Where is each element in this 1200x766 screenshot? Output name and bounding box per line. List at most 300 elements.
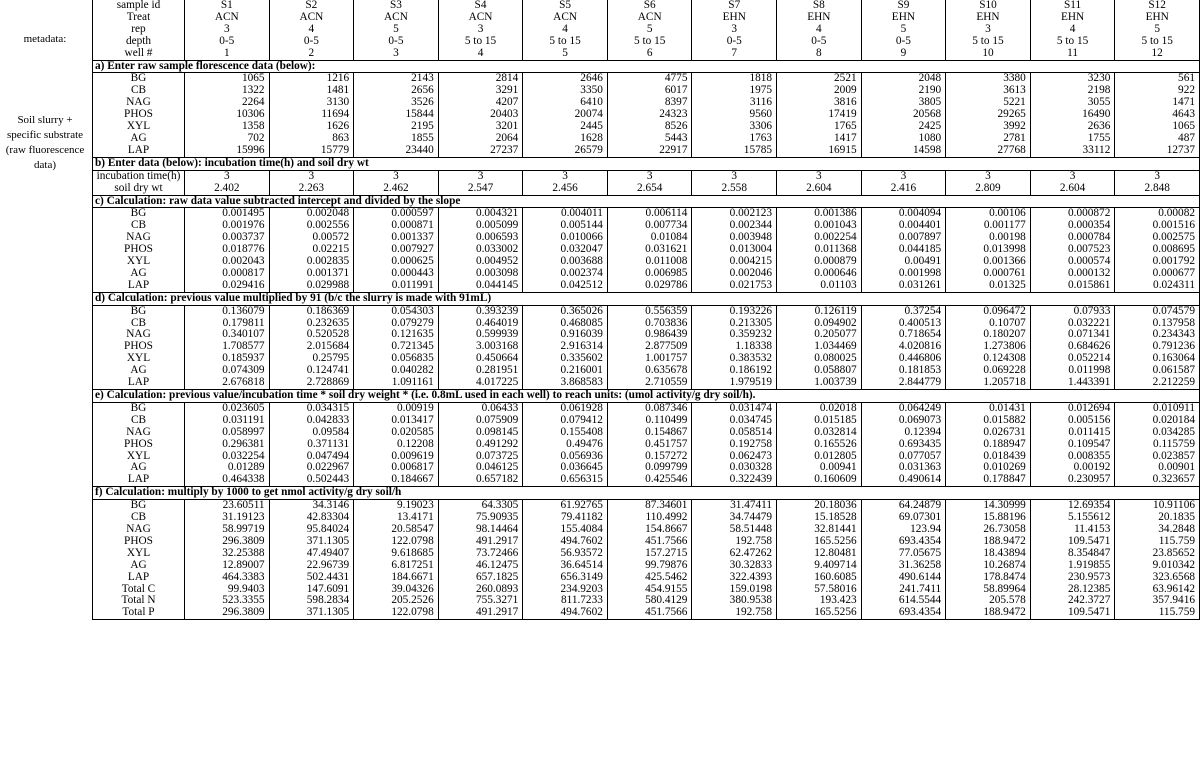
value-cell[interactable]: 1975 <box>692 85 777 97</box>
section-title[interactable]: e) Calculation: previous value/incubation time * soil dry weight * (i.e. 0.8mL used in each well) to reach units: (umol activity/g dry soil/h). <box>93 390 1200 403</box>
value-cell[interactable]: 0.004401 <box>861 220 946 232</box>
value-cell[interactable]: 0.011415 <box>1030 427 1115 439</box>
value-cell[interactable]: 0.031363 <box>861 462 946 474</box>
value-cell[interactable]: 0.004094 <box>861 208 946 220</box>
value-cell[interactable]: 0.464338 <box>185 474 270 486</box>
value-cell[interactable]: 0.018439 <box>946 451 1031 463</box>
value-cell[interactable]: 165.5256 <box>777 536 862 548</box>
row-label-cell[interactable]: XYL <box>93 451 185 463</box>
value-cell[interactable]: 27768 <box>946 145 1031 157</box>
metadata-cell[interactable]: S8 <box>777 0 862 12</box>
value-cell[interactable]: 28.12385 <box>1030 584 1115 596</box>
value-cell[interactable]: 20074 <box>523 109 608 121</box>
value-cell[interactable]: 0.079412 <box>523 415 608 427</box>
value-cell[interactable]: 242.3727 <box>1030 595 1115 607</box>
value-cell[interactable]: 0.042512 <box>523 280 608 292</box>
value-cell[interactable]: 380.9538 <box>692 595 777 607</box>
value-cell[interactable]: 0.335602 <box>523 353 608 365</box>
value-cell[interactable]: 110.4992 <box>607 512 692 524</box>
value-cell[interactable]: 2.877509 <box>607 341 692 353</box>
value-cell[interactable]: 0.37254 <box>861 305 946 317</box>
value-cell[interactable]: 6410 <box>523 97 608 109</box>
value-cell[interactable]: 1417 <box>777 133 862 145</box>
value-cell[interactable]: 0.25795 <box>269 353 354 365</box>
value-cell[interactable]: 0.234343 <box>1115 329 1200 341</box>
value-cell[interactable]: 0.034315 <box>269 402 354 414</box>
row-label-cell[interactable]: Total P <box>93 607 185 619</box>
value-cell[interactable]: 0.000817 <box>185 268 270 280</box>
value-cell[interactable]: 0.185937 <box>185 353 270 365</box>
value-cell[interactable]: 33112 <box>1030 145 1115 157</box>
value-cell[interactable]: 3 <box>523 170 608 182</box>
row-label-cell[interactable]: CB <box>93 85 185 97</box>
row-label-cell[interactable]: XYL <box>93 121 185 133</box>
metadata-cell[interactable]: 4 <box>269 24 354 36</box>
value-cell[interactable]: 3816 <box>777 97 862 109</box>
value-cell[interactable]: 0.186369 <box>269 305 354 317</box>
value-cell[interactable]: 371.1305 <box>269 536 354 548</box>
value-cell[interactable]: 1.443391 <box>1030 377 1115 389</box>
value-cell[interactable]: 0.490614 <box>861 474 946 486</box>
value-cell[interactable]: 0.002835 <box>269 256 354 268</box>
value-cell[interactable]: 98.14464 <box>438 524 523 536</box>
metadata-cell[interactable]: 8 <box>777 48 862 60</box>
value-cell[interactable]: 64.24879 <box>861 500 946 512</box>
value-cell[interactable]: 0.10707 <box>946 318 1031 330</box>
value-cell[interactable]: 2781 <box>946 133 1031 145</box>
value-cell[interactable]: 0.033002 <box>438 244 523 256</box>
value-cell[interactable]: 0.01325 <box>946 280 1031 292</box>
value-cell[interactable]: 0.491292 <box>438 439 523 451</box>
value-cell[interactable]: 1.001757 <box>607 353 692 365</box>
value-cell[interactable]: 0.042833 <box>269 415 354 427</box>
value-cell[interactable]: 0.205077 <box>777 329 862 341</box>
value-cell[interactable]: 0.074579 <box>1115 305 1200 317</box>
value-cell[interactable]: 2.263 <box>269 183 354 195</box>
value-cell[interactable]: 0.006985 <box>607 268 692 280</box>
value-cell[interactable]: 0.001976 <box>185 220 270 232</box>
row-label-cell[interactable]: Total N <box>93 595 185 607</box>
value-cell[interactable]: 0.080025 <box>777 353 862 365</box>
value-cell[interactable]: 5443 <box>607 133 692 145</box>
value-cell[interactable]: 0.009619 <box>354 451 439 463</box>
value-cell[interactable]: 64.3305 <box>438 500 523 512</box>
section-title[interactable]: f) Calculation: multiply by 1000 to get nmol activity/g dry soil/h <box>93 487 1200 500</box>
value-cell[interactable]: 4.020816 <box>861 341 946 353</box>
value-cell[interactable]: 2.848 <box>1115 183 1200 195</box>
value-cell[interactable]: 0.322439 <box>692 474 777 486</box>
value-cell[interactable]: 0.069228 <box>946 365 1031 377</box>
value-cell[interactable]: 0.008695 <box>1115 244 1200 256</box>
value-cell[interactable]: 494.7602 <box>523 607 608 619</box>
value-cell[interactable]: 0.693435 <box>861 439 946 451</box>
value-cell[interactable]: 0.213305 <box>692 318 777 330</box>
value-cell[interactable]: 47.49407 <box>269 548 354 560</box>
value-cell[interactable]: 79.41182 <box>523 512 608 524</box>
value-cell[interactable]: 0.232635 <box>269 318 354 330</box>
value-cell[interactable]: 159.0198 <box>692 584 777 596</box>
value-cell[interactable]: 0.137958 <box>1115 318 1200 330</box>
metadata-cell[interactable]: EHN <box>946 12 1031 24</box>
value-cell[interactable]: 0.791236 <box>1115 341 1200 353</box>
value-cell[interactable]: 4643 <box>1115 109 1200 121</box>
value-cell[interactable]: 234.9203 <box>523 584 608 596</box>
value-cell[interactable]: 56.93572 <box>523 548 608 560</box>
metadata-cell[interactable]: 10 <box>946 48 1031 60</box>
value-cell[interactable]: 0.451757 <box>607 439 692 451</box>
value-cell[interactable]: 3613 <box>946 85 1031 97</box>
value-cell[interactable]: 3230 <box>1030 73 1115 85</box>
value-cell[interactable]: 0.00082 <box>1115 208 1200 220</box>
value-cell[interactable]: 2636 <box>1030 121 1115 133</box>
value-cell[interactable]: 0.400513 <box>861 318 946 330</box>
metadata-cell[interactable]: 5 to 15 <box>1115 36 1200 48</box>
value-cell[interactable]: 9.010342 <box>1115 560 1200 572</box>
value-cell[interactable]: 2.416 <box>861 183 946 195</box>
value-cell[interactable]: 1626 <box>269 121 354 133</box>
row-label-cell[interactable]: CB <box>93 318 185 330</box>
value-cell[interactable]: 0.281951 <box>438 365 523 377</box>
value-cell[interactable]: 0.061587 <box>1115 365 1200 377</box>
metadata-cell[interactable]: 4 <box>523 24 608 36</box>
value-cell[interactable]: 1.205718 <box>946 377 1031 389</box>
value-cell[interactable]: 58.89964 <box>946 584 1031 596</box>
row-label-cell[interactable]: NAG <box>93 329 185 341</box>
value-cell[interactable]: 2656 <box>354 85 439 97</box>
value-cell[interactable]: 657.1825 <box>438 572 523 584</box>
value-cell[interactable]: 0.001792 <box>1115 256 1200 268</box>
value-cell[interactable]: 0.520528 <box>269 329 354 341</box>
metadata-cell[interactable]: 5 <box>861 24 946 36</box>
value-cell[interactable]: 12.69354 <box>1030 500 1115 512</box>
value-cell[interactable]: 2.654 <box>607 183 692 195</box>
value-cell[interactable]: 9.19023 <box>354 500 439 512</box>
value-cell[interactable]: 73.72466 <box>438 548 523 560</box>
value-cell[interactable]: 0.916039 <box>523 329 608 341</box>
metadata-cell[interactable]: S1 <box>185 0 270 12</box>
row-label-cell[interactable]: AG <box>93 365 185 377</box>
value-cell[interactable]: 0.163064 <box>1115 353 1200 365</box>
value-cell[interactable]: 0.000574 <box>1030 256 1115 268</box>
value-cell[interactable]: 0.657182 <box>438 474 523 486</box>
value-cell[interactable]: 241.7411 <box>861 584 946 596</box>
value-cell[interactable]: 0.000677 <box>1115 268 1200 280</box>
row-label-cell[interactable]: PHOS <box>93 536 185 548</box>
value-cell[interactable]: 4775 <box>607 73 692 85</box>
metadata-row-label[interactable]: rep <box>93 24 185 36</box>
value-cell[interactable]: 3306 <box>692 121 777 133</box>
value-cell[interactable]: 1855 <box>354 133 439 145</box>
row-label-cell[interactable]: CB <box>93 220 185 232</box>
value-cell[interactable]: 2064 <box>438 133 523 145</box>
value-cell[interactable]: 0.020585 <box>354 427 439 439</box>
value-cell[interactable]: 192.758 <box>692 607 777 619</box>
row-label-cell[interactable]: PHOS <box>93 244 185 256</box>
value-cell[interactable]: 371.1305 <box>269 607 354 619</box>
value-cell[interactable]: 16915 <box>777 145 862 157</box>
value-cell[interactable]: 863 <box>269 133 354 145</box>
value-cell[interactable]: 0.018776 <box>185 244 270 256</box>
value-cell[interactable]: 184.6671 <box>354 572 439 584</box>
value-cell[interactable]: 3 <box>1115 170 1200 182</box>
value-cell[interactable]: 0.002123 <box>692 208 777 220</box>
metadata-cell[interactable]: EHN <box>692 12 777 24</box>
value-cell[interactable]: 296.3809 <box>185 536 270 548</box>
value-cell[interactable]: 188.9472 <box>946 536 1031 548</box>
section-title[interactable]: d) Calculation: previous value multiplied by 91 (b/c the slurry is made with 91mL) <box>93 292 1200 305</box>
value-cell[interactable]: 22917 <box>607 145 692 157</box>
metadata-cell[interactable]: 9 <box>861 48 946 60</box>
metadata-cell[interactable]: ACN <box>523 12 608 24</box>
value-cell[interactable]: 0.023605 <box>185 402 270 414</box>
value-cell[interactable]: 598.2834 <box>269 595 354 607</box>
value-cell[interactable]: 31.47411 <box>692 500 777 512</box>
metadata-cell[interactable]: 0-5 <box>185 36 270 48</box>
metadata-cell[interactable]: S4 <box>438 0 523 12</box>
value-cell[interactable]: 3 <box>185 170 270 182</box>
value-cell[interactable]: 24323 <box>607 109 692 121</box>
metadata-cell[interactable]: 3 <box>692 24 777 36</box>
value-cell[interactable]: 0.004952 <box>438 256 523 268</box>
value-cell[interactable]: 0.023857 <box>1115 451 1200 463</box>
value-cell[interactable]: 0.000625 <box>354 256 439 268</box>
value-cell[interactable]: 10306 <box>185 109 270 121</box>
value-cell[interactable]: 2.402 <box>185 183 270 195</box>
metadata-cell[interactable]: 0-5 <box>692 36 777 48</box>
value-cell[interactable]: 9.409714 <box>777 560 862 572</box>
value-cell[interactable]: 0.000872 <box>1030 208 1115 220</box>
value-cell[interactable]: 561 <box>1115 73 1200 85</box>
value-cell[interactable]: 0.012805 <box>777 451 862 463</box>
value-cell[interactable]: 1.003739 <box>777 377 862 389</box>
value-cell[interactable]: 0.000879 <box>777 256 862 268</box>
row-label-cell[interactable]: NAG <box>93 97 185 109</box>
value-cell[interactable]: 3805 <box>861 97 946 109</box>
value-cell[interactable]: 8526 <box>607 121 692 133</box>
metadata-cell[interactable]: S5 <box>523 0 608 12</box>
value-cell[interactable]: 2521 <box>777 73 862 85</box>
value-cell[interactable]: 3 <box>607 170 692 182</box>
value-cell[interactable]: 0.393239 <box>438 305 523 317</box>
section-title[interactable]: c) Calculation: raw data value subtracted intercept and divided by the slope <box>93 195 1200 208</box>
value-cell[interactable]: 77.05675 <box>861 548 946 560</box>
metadata-cell[interactable]: ACN <box>354 12 439 24</box>
value-cell[interactable]: 502.4431 <box>269 572 354 584</box>
value-cell[interactable]: 487 <box>1115 133 1200 145</box>
value-cell[interactable]: 2.916314 <box>523 341 608 353</box>
value-cell[interactable]: 0.986439 <box>607 329 692 341</box>
value-cell[interactable]: 147.6091 <box>269 584 354 596</box>
value-cell[interactable]: 0.011008 <box>607 256 692 268</box>
value-cell[interactable]: 39.04326 <box>354 584 439 596</box>
value-cell[interactable]: 12737 <box>1115 145 1200 157</box>
metadata-cell[interactable]: EHN <box>1115 12 1200 24</box>
value-cell[interactable]: 188.9472 <box>946 607 1031 619</box>
value-cell[interactable]: 1358 <box>185 121 270 133</box>
value-cell[interactable]: 0.075909 <box>438 415 523 427</box>
value-cell[interactable]: 11.4153 <box>1030 524 1115 536</box>
row-label-cell[interactable]: LAP <box>93 145 185 157</box>
value-cell[interactable]: 0.003737 <box>185 232 270 244</box>
metadata-cell[interactable]: ACN <box>185 12 270 24</box>
row-label-cell[interactable]: NAG <box>93 232 185 244</box>
row-label-cell[interactable]: BG <box>93 305 185 317</box>
value-cell[interactable]: 0.077057 <box>861 451 946 463</box>
value-cell[interactable]: 0.121635 <box>354 329 439 341</box>
value-cell[interactable]: 1765 <box>777 121 862 133</box>
value-cell[interactable]: 0.013417 <box>354 415 439 427</box>
metadata-cell[interactable]: S3 <box>354 0 439 12</box>
value-cell[interactable]: 0.001516 <box>1115 220 1200 232</box>
value-cell[interactable]: 109.5471 <box>1030 536 1115 548</box>
section-title[interactable]: b) Enter data (below): incubation time(h) and soil dry wt <box>93 157 1200 170</box>
value-cell[interactable]: 0.032254 <box>185 451 270 463</box>
value-cell[interactable]: 3 <box>354 170 439 182</box>
value-cell[interactable]: 1755 <box>1030 133 1115 145</box>
value-cell[interactable]: 464.3383 <box>185 572 270 584</box>
metadata-cell[interactable]: S10 <box>946 0 1031 12</box>
value-cell[interactable]: 0.030328 <box>692 462 777 474</box>
value-cell[interactable]: 0.044185 <box>861 244 946 256</box>
metadata-cell[interactable]: 11 <box>1030 48 1115 60</box>
metadata-cell[interactable]: ACN <box>607 12 692 24</box>
value-cell[interactable]: 20568 <box>861 109 946 121</box>
value-cell[interactable]: 0.007927 <box>354 244 439 256</box>
value-cell[interactable]: 0.026731 <box>946 427 1031 439</box>
value-cell[interactable]: 0.000443 <box>354 268 439 280</box>
metadata-cell[interactable]: 0-5 <box>269 36 354 48</box>
value-cell[interactable]: 42.83304 <box>269 512 354 524</box>
value-cell[interactable]: 0.094902 <box>777 318 862 330</box>
metadata-cell[interactable]: ACN <box>438 12 523 24</box>
value-cell[interactable]: 0.193226 <box>692 305 777 317</box>
value-cell[interactable]: 26.73058 <box>946 524 1031 536</box>
value-cell[interactable]: 1065 <box>185 73 270 85</box>
value-cell[interactable]: 0.01431 <box>946 402 1031 414</box>
value-cell[interactable]: 14.30999 <box>946 500 1031 512</box>
value-cell[interactable]: 0.006114 <box>607 208 692 220</box>
metadata-cell[interactable]: 5 <box>354 24 439 36</box>
row-label-cell[interactable]: NAG <box>93 427 185 439</box>
value-cell[interactable]: 95.84024 <box>269 524 354 536</box>
value-cell[interactable]: 4207 <box>438 97 523 109</box>
value-cell[interactable]: 702 <box>185 133 270 145</box>
value-cell[interactable]: 0.12394 <box>861 427 946 439</box>
value-cell[interactable]: 58.99719 <box>185 524 270 536</box>
value-cell[interactable]: 0.004321 <box>438 208 523 220</box>
value-cell[interactable]: 20.1835 <box>1115 512 1200 524</box>
value-cell[interactable]: 0.029786 <box>607 280 692 292</box>
value-cell[interactable]: 3526 <box>354 97 439 109</box>
value-cell[interactable]: 1080 <box>861 133 946 145</box>
value-cell[interactable]: 3 <box>1030 170 1115 182</box>
value-cell[interactable]: 1065 <box>1115 121 1200 133</box>
value-cell[interactable]: 811.7233 <box>523 595 608 607</box>
row-label-cell[interactable]: XYL <box>93 548 185 560</box>
value-cell[interactable]: 0.09584 <box>269 427 354 439</box>
value-cell[interactable]: 6.817251 <box>354 560 439 572</box>
metadata-cell[interactable]: EHN <box>1030 12 1115 24</box>
value-cell[interactable]: 0.058997 <box>185 427 270 439</box>
value-cell[interactable]: 58.51448 <box>692 524 777 536</box>
value-cell[interactable]: 425.5462 <box>607 572 692 584</box>
row-label-cell[interactable]: LAP <box>93 280 185 292</box>
value-cell[interactable]: 0.004215 <box>692 256 777 268</box>
value-cell[interactable]: 0.032814 <box>777 427 862 439</box>
value-cell[interactable]: 0.031621 <box>607 244 692 256</box>
value-cell[interactable]: 2.462 <box>354 183 439 195</box>
value-cell[interactable]: 2445 <box>523 121 608 133</box>
value-cell[interactable]: 0.029988 <box>269 280 354 292</box>
value-cell[interactable]: 0.340107 <box>185 329 270 341</box>
value-cell[interactable]: 2.710559 <box>607 377 692 389</box>
value-cell[interactable]: 0.031261 <box>861 280 946 292</box>
value-cell[interactable]: 46.12475 <box>438 560 523 572</box>
value-cell[interactable]: 0.656315 <box>523 474 608 486</box>
value-cell[interactable]: 0.006593 <box>438 232 523 244</box>
value-cell[interactable]: 20.58547 <box>354 524 439 536</box>
value-cell[interactable]: 0.230957 <box>1030 474 1115 486</box>
value-cell[interactable]: 0.054303 <box>354 305 439 317</box>
value-cell[interactable]: 0.180207 <box>946 329 1031 341</box>
value-cell[interactable]: 3055 <box>1030 97 1115 109</box>
value-cell[interactable]: 1.091161 <box>354 377 439 389</box>
value-cell[interactable]: 34.3146 <box>269 500 354 512</box>
value-cell[interactable]: 2425 <box>861 121 946 133</box>
value-cell[interactable]: 0.115759 <box>1115 439 1200 451</box>
value-cell[interactable]: 0.00491 <box>861 256 946 268</box>
value-cell[interactable]: 1216 <box>269 73 354 85</box>
section-title[interactable]: a) Enter raw sample florescence data (below): <box>93 60 1200 73</box>
value-cell[interactable]: 23440 <box>354 145 439 157</box>
value-cell[interactable]: 323.6568 <box>1115 572 1200 584</box>
value-cell[interactable]: 260.0893 <box>438 584 523 596</box>
value-cell[interactable]: 0.184667 <box>354 474 439 486</box>
value-cell[interactable]: 115.759 <box>1115 536 1200 548</box>
value-cell[interactable]: 192.758 <box>692 536 777 548</box>
value-cell[interactable]: 693.4354 <box>861 607 946 619</box>
value-cell[interactable]: 34.74479 <box>692 512 777 524</box>
value-cell[interactable]: 122.0798 <box>354 607 439 619</box>
value-cell[interactable]: 0.000597 <box>354 208 439 220</box>
value-cell[interactable]: 193.423 <box>777 595 862 607</box>
value-cell[interactable]: 0.635678 <box>607 365 692 377</box>
value-cell[interactable]: 523.3355 <box>185 595 270 607</box>
metadata-cell[interactable]: 5 to 15 <box>438 36 523 48</box>
value-cell[interactable]: 614.5544 <box>861 595 946 607</box>
value-cell[interactable]: 0.003098 <box>438 268 523 280</box>
row-label-cell[interactable]: soil dry wt <box>93 183 185 195</box>
value-cell[interactable]: 205.578 <box>946 595 1031 607</box>
value-cell[interactable]: 0.046125 <box>438 462 523 474</box>
value-cell[interactable]: 0.011998 <box>1030 365 1115 377</box>
value-cell[interactable]: 0.00572 <box>269 232 354 244</box>
value-cell[interactable]: 13.4171 <box>354 512 439 524</box>
row-label-cell[interactable]: incubation time(h) <box>93 170 185 182</box>
row-label-cell[interactable]: LAP <box>93 377 185 389</box>
metadata-row-label[interactable]: Treat <box>93 12 185 24</box>
value-cell[interactable]: 0.425546 <box>607 474 692 486</box>
value-cell[interactable]: 3350 <box>523 85 608 97</box>
value-cell[interactable]: 11694 <box>269 109 354 121</box>
value-cell[interactable]: 0.001043 <box>777 220 862 232</box>
value-cell[interactable]: 0.703836 <box>607 318 692 330</box>
value-cell[interactable]: 0.034745 <box>692 415 777 427</box>
value-cell[interactable]: 2198 <box>1030 85 1115 97</box>
value-cell[interactable]: 0.160609 <box>777 474 862 486</box>
row-label-cell[interactable]: PHOS <box>93 109 185 121</box>
value-cell[interactable]: 0.007734 <box>607 220 692 232</box>
